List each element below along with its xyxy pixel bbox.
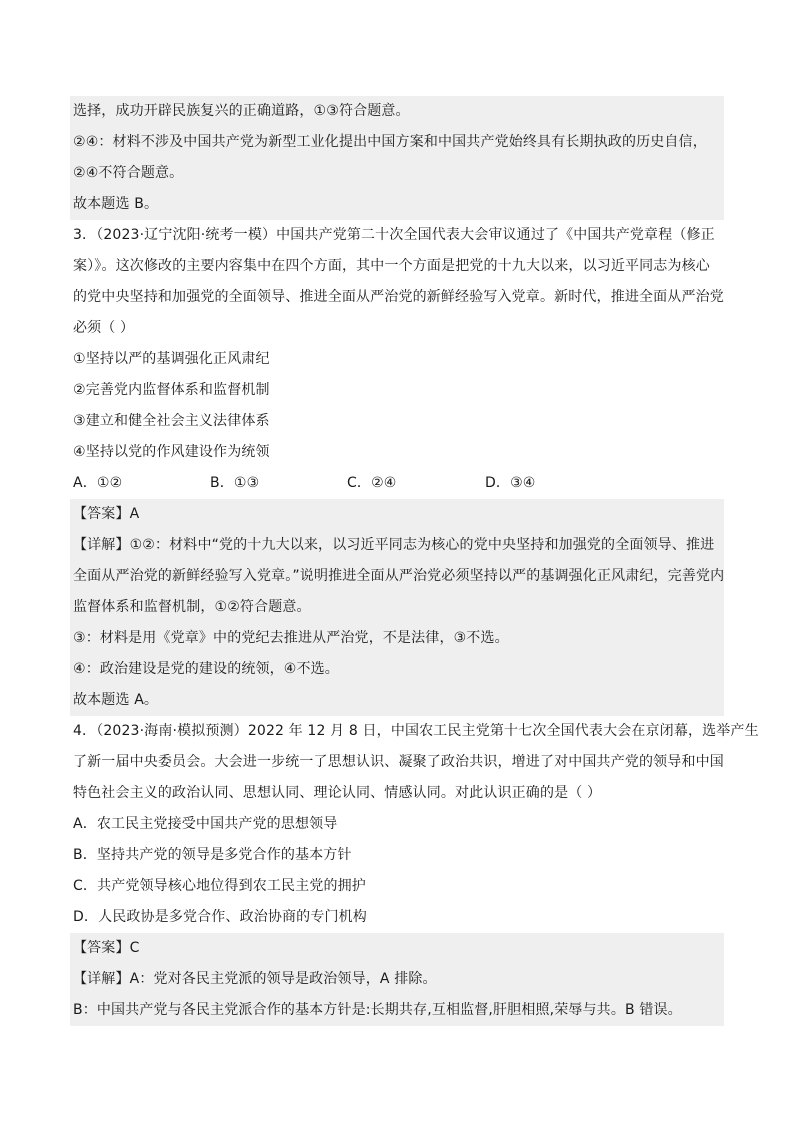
q3-explanation-line-5: ④：政治建设是党的建设的统领，④不选。: [70, 654, 724, 685]
q4-answer: 【答案】C: [70, 933, 724, 964]
q3-stem-line-1: 3．（2023·辽宁沈阳·统考一模）中国共产党第二十次全国代表大会审议通过了《中国共产党章程（修正: [73, 227, 715, 243]
q3-explanation-line-1: 【详解】①②：材料中“党的十九大以来，以习近平同志为核心的党中央坚持和加强党的全面领导、推进: [70, 530, 724, 561]
q4-stem-line-1: 4．（2023·海南·模拟预测）2022 年 12 月 8 日，中国农工民主党第十七次全国代表大会在京闭幕，选举产生: [73, 723, 759, 739]
q3-item-2: ②完善党内监督体系和监督机制: [73, 382, 270, 398]
q3-explanation-line-3: 监督体系和监督机制，①②符合题意。: [70, 592, 724, 623]
q3-stem-line-4: 必须（ ）: [73, 320, 135, 336]
q4-option-a: A．农工民主党接受中国共产党的思想领导: [73, 816, 338, 832]
page-content: [70, 96, 759, 1026]
q3-item-1: ①坚持以严的基调强化正风肃纪: [73, 351, 270, 367]
q4-stem-line-2: 了新一届中央委员会。大会进一步统一了思想认识、凝聚了政治共识，增进了对中国共产党的领导和中国: [73, 754, 724, 770]
q4-option-c: C．共产党领导核心地位得到农工民主党的拥护: [73, 878, 366, 894]
q4-explanation-line-1: 【详解】A：党对各民主党派的领导是政治领导，A 排除。: [70, 964, 724, 995]
q3-stem-line-2: 案）》。这次修改的主要内容集中在四个方面，其中一个方面是把党的十九大以来，以习近平同志为核心: [73, 258, 710, 274]
q3-explanation-line-4: ③：材料是用《党章》中的党纪去推进从严治党，不是法律，③不选。: [70, 623, 724, 654]
q3-item-4: ④坚持以党的作风建设作为统领: [73, 444, 270, 460]
q4-explanation-line-2: B：中国共产党与各民主党派合作的基本方针是:长期共存,互相监督,肝胆相照,荣辱与共。B 错误。: [70, 995, 724, 1026]
prev-explanation-line-4: 故本题选 B。: [70, 189, 724, 220]
q4-stem-line-3: 特色社会主义的政治认同、思想认同、理论认同、情感认同。对此认识正确的是（ ）: [73, 785, 602, 801]
q3-answer: 【答案】A: [70, 499, 724, 530]
q3-option-b: B．①③: [210, 475, 260, 491]
q3-stem-line-3: 的党中央坚持和加强党的全面领导、推进全面从严治党的新鲜经验写入党章。新时代，推进全面从严治党: [73, 289, 724, 305]
q3-option-a: A．①②: [73, 475, 123, 491]
prev-explanation-line-2: ②④：材料不涉及中国共产党为新型工业化提出中国方案和中国共产党始终具有长期执政的历史自信，: [70, 127, 724, 158]
q3-explanation-line-6: 故本题选 A。: [70, 685, 724, 716]
q3-item-3: ③建立和健全社会主义法律体系: [73, 413, 270, 429]
q3-options: [70, 468, 724, 499]
q4-option-d: D．人民政协是多党合作、政治协商的专门机构: [73, 909, 367, 925]
q3-explanation-line-2: 全面从严治党的新鲜经验写入党章。”说明推进全面从严治党必须坚持以严的基调强化正风肃纪，完善党内: [70, 561, 724, 592]
q3-option-d: D．③④: [485, 475, 536, 491]
q4-option-b: B．坚持共产党的领导是多党合作的基本方针: [73, 847, 352, 863]
prev-explanation-line-1: 选择，成功开辟民族复兴的正确道路，①③符合题意。: [70, 96, 724, 127]
q3-option-c: C．②④: [347, 475, 397, 491]
prev-explanation-line-3: ②④不符合题意。: [70, 158, 724, 189]
